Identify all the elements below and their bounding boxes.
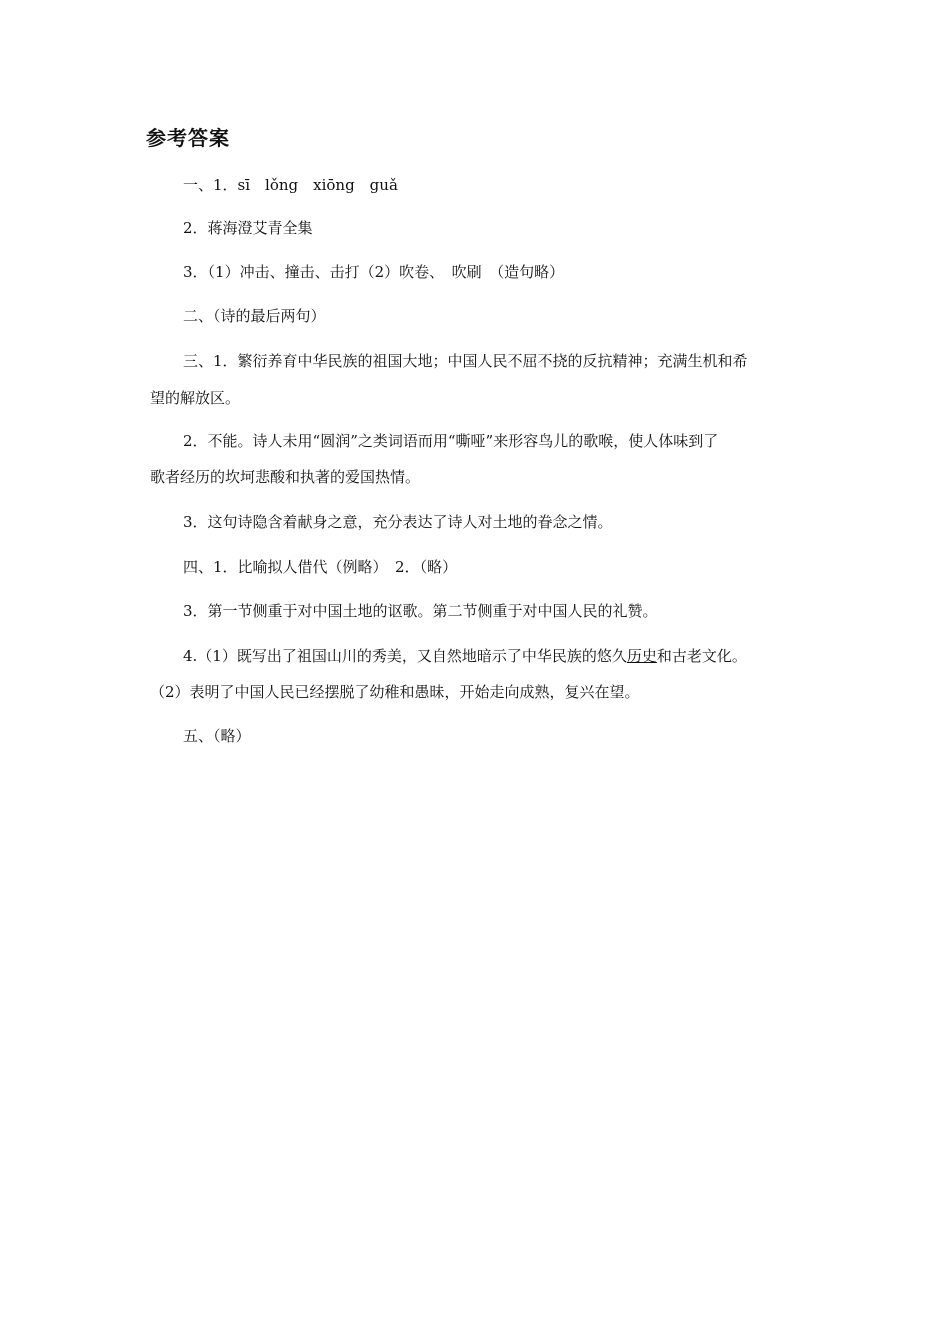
answer-line: 三、1．繁衍养育中华民族的祖国大地；中国人民不屈不挠的反抗精神；充满生机和希 — [183, 352, 748, 370]
answer-line: 五、（略） — [183, 727, 251, 745]
answer-line-continued: 歌者经历的坎坷悲酸和执著的爱国热情。 — [150, 468, 421, 486]
page-title: 参考答案 — [146, 126, 230, 150]
answer-line: 3．（1）冲击、撞击、击打（2）吹卷、 吹刷 （造句略） — [183, 263, 565, 281]
answer-text: 和古老文化。 — [656, 647, 747, 665]
answer-line: 2．不能。诗人未用“圆润”之类词语而用“嘶哑”来形容鸟儿的歌喉，使人体味到了 — [183, 432, 719, 450]
answer-line: 二、（诗的最后两句） — [183, 307, 326, 325]
answer-text: 4.（1）既写出了祖国山川的秀美，又自然地暗示了中华民族的悠久 — [183, 647, 627, 665]
answer-line: 3．这句诗隐含着献身之意，充分表达了诗人对土地的眷念之情。 — [183, 513, 613, 531]
answer-line — [183, 646, 747, 666]
underlined-term: 历史 — [626, 647, 657, 665]
answer-line-continued: 望的解放区。 — [150, 389, 241, 407]
answer-line-continued: （2）表明了中国人民已经摆脱了幼稚和愚昧，开始走向成熟，复兴在望。 — [150, 683, 640, 701]
answer-line: 四、1．比喻拟人借代（例略） 2．（略） — [183, 558, 458, 576]
answer-line: 2．蒋海澄艾青全集 — [183, 219, 313, 237]
answer-line: 一、1．sī lǒng xiōng guǎ — [183, 176, 398, 194]
answer-line: 3．第一节侧重于对中国土地的讴歌。第二节侧重于对中国人民的礼赞。 — [183, 602, 658, 620]
